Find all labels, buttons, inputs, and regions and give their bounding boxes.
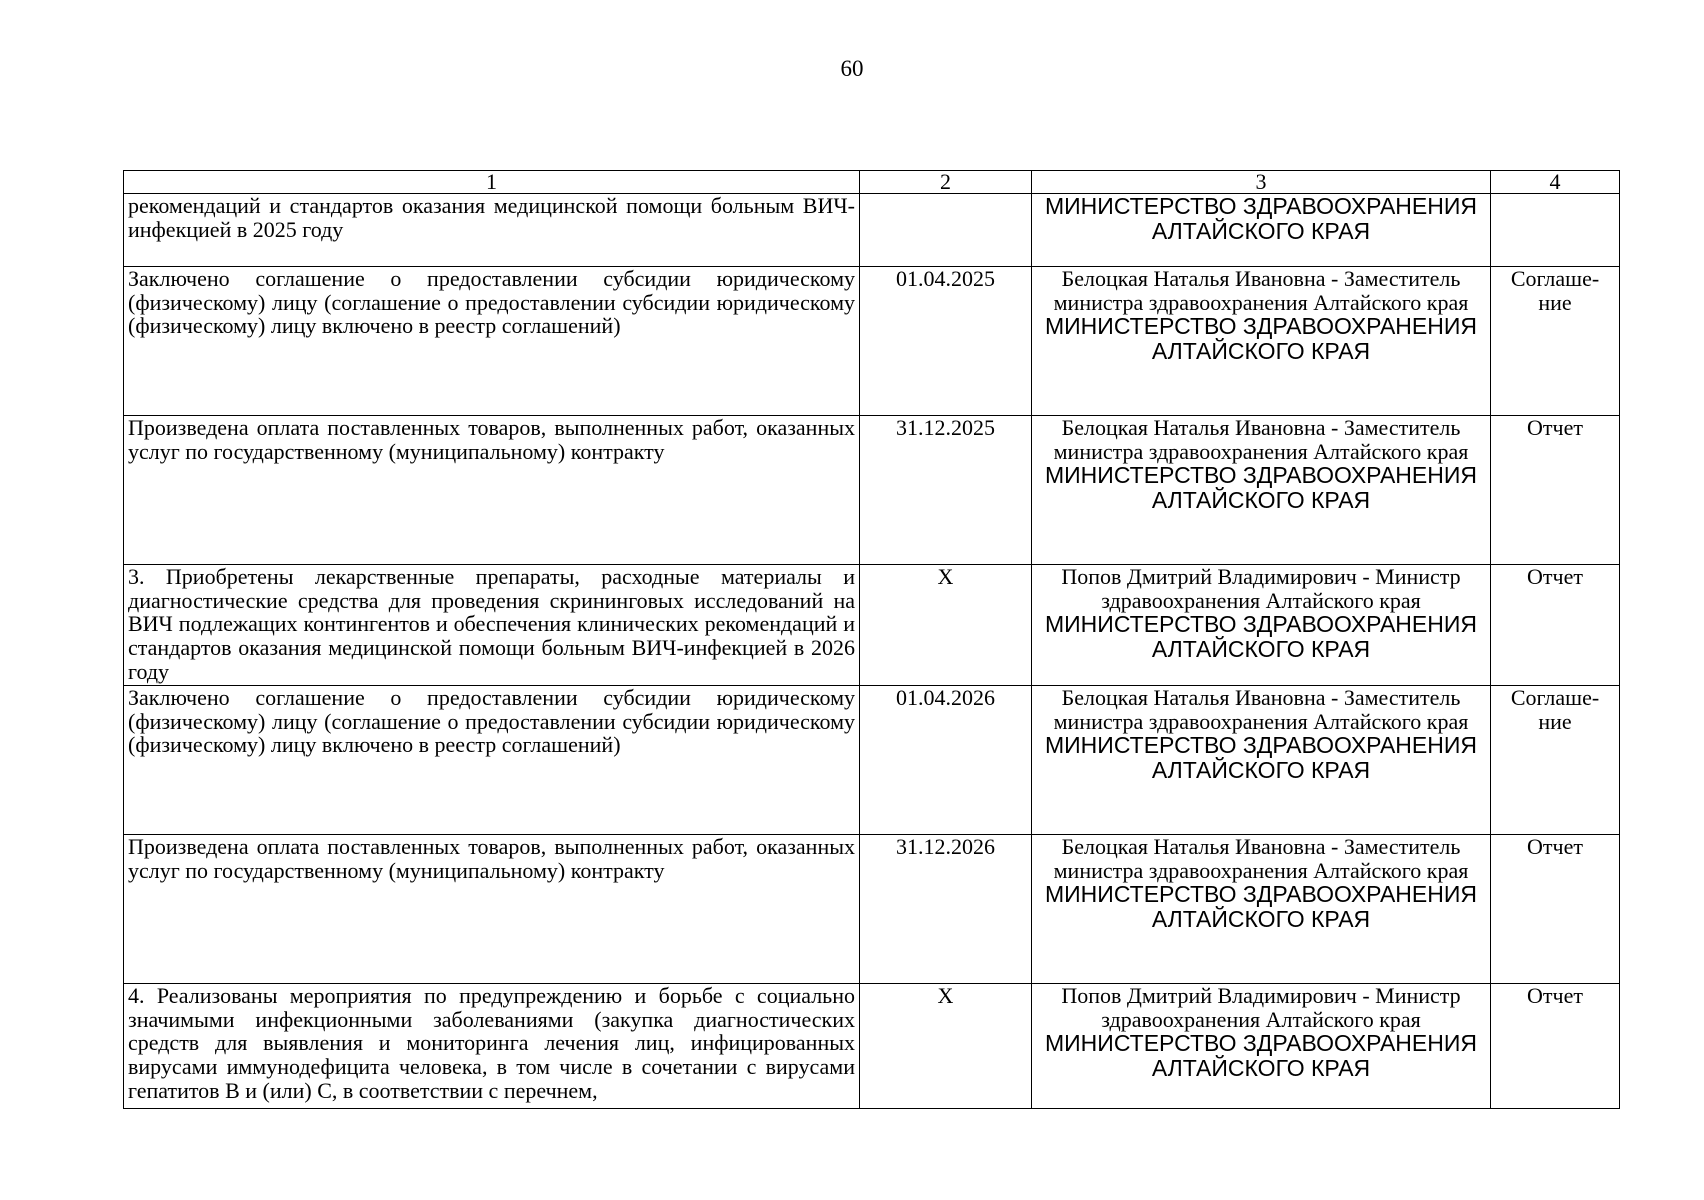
due-date: 01.04.2026 [860,686,1032,835]
responsible-cell [1032,984,1491,1109]
responsible-organization: МИНИСТЕРСТВО ЗДРАВООХРАНЕНИЯ АЛТАЙСКОГО КРАЯ [1044,1030,1478,1081]
event-description: 3. Приобретены лекарственные препараты, расходные материалы и диагностические средства для проведения скрининговых исследований на ВИЧ подлежащих контингентов и обеспечения клинических рекомендаций и стандартов оказания медицинской помощи больным ВИЧ-инфекцией в 2026 году [124,565,860,686]
table-row [124,267,1620,416]
page-number: 60 [840,56,864,81]
responsible-person: Белоцкая Наталья Ивановна - Заместитель министра здравоохранения Алтайского края [1053,266,1469,315]
column-header-4: 4 [1491,171,1620,194]
column-header-2: 2 [860,171,1032,194]
column-header-3: 3 [1032,171,1491,194]
due-date [860,194,1032,267]
due-date: 31.12.2026 [860,835,1032,984]
document-type: Отчет [1491,416,1620,565]
due-date: X [860,565,1032,686]
responsible-organization: МИНИСТЕРСТВО ЗДРАВООХРАНЕНИЯ АЛТАЙСКОГО КРАЯ [1044,193,1478,244]
measures-table [123,170,1620,1109]
table-header-row [124,171,1620,194]
event-description: Заключено соглашение о предоставлении субсидии юридическому (физическому) лицу (соглашение о предоставлении субсидии юридическому (физическому) лицу включено в реестр соглашений) [124,267,860,416]
document-type: Отчет [1491,835,1620,984]
table-row [124,686,1620,835]
document-type: Отчет [1491,984,1620,1109]
event-description: Заключено соглашение о предоставлении субсидии юридическому (физическому) лицу (соглашение о предоставлении субсидии юридическому (физическому) лицу включено в реестр соглашений) [124,686,860,835]
responsible-person: Белоцкая Наталья Ивановна - Заместитель министра здравоохранения Алтайского края [1053,415,1469,464]
due-date: X [860,984,1032,1109]
responsible-cell [1032,416,1491,565]
due-date: 31.12.2025 [860,416,1032,565]
event-description: 4. Реализованы мероприятия по предупреждению и борьбе с социально значимыми инфекционными заболеваниями (закупка диагностических средств для выявления и мониторинга лечения лиц, инфицированных вирусами иммунодефицита человека, в том числе в сочетании с вирусами гепатитов B и (или) C, в соответствии с перечнем, [124,984,860,1109]
document-type: Соглаше-ние [1491,686,1620,835]
responsible-person: Белоцкая Наталья Ивановна - Заместитель министра здравоохранения Алтайского края [1053,834,1469,883]
responsible-organization: МИНИСТЕРСТВО ЗДРАВООХРАНЕНИЯ АЛТАЙСКОГО КРАЯ [1044,611,1478,662]
responsible-cell [1032,194,1491,267]
document-type: Отчет [1491,565,1620,686]
responsible-person: Белоцкая Наталья Ивановна - Заместитель министра здравоохранения Алтайского края [1053,685,1469,734]
table-row [124,565,1620,686]
responsible-cell [1032,835,1491,984]
column-header-1: 1 [124,171,860,194]
responsible-person: Попов Дмитрий Владимирович - Министр здравоохранения Алтайского края [1061,564,1461,613]
table-row [124,416,1620,565]
table-row [124,194,1620,267]
responsible-organization: МИНИСТЕРСТВО ЗДРАВООХРАНЕНИЯ АЛТАЙСКОГО КРАЯ [1044,732,1478,783]
responsible-cell [1032,267,1491,416]
document-type [1491,194,1620,267]
event-description: Произведена оплата поставленных товаров, выполненных работ, оказанных услуг по государственному (муниципальному) контракту [124,416,860,565]
responsible-organization: МИНИСТЕРСТВО ЗДРАВООХРАНЕНИЯ АЛТАЙСКОГО КРАЯ [1044,881,1478,932]
responsible-cell [1032,686,1491,835]
event-description: Произведена оплата поставленных товаров, выполненных работ, оказанных услуг по государственному (муниципальному) контракту [124,835,860,984]
responsible-person: Попов Дмитрий Владимирович - Министр здравоохранения Алтайского края [1061,983,1461,1032]
due-date: 01.04.2025 [860,267,1032,416]
responsible-organization: МИНИСТЕРСТВО ЗДРАВООХРАНЕНИЯ АЛТАЙСКОГО КРАЯ [1044,313,1478,364]
responsible-cell [1032,565,1491,686]
document-type: Соглаше-ние [1491,267,1620,416]
table-row [124,984,1620,1109]
table-row [124,835,1620,984]
responsible-organization: МИНИСТЕРСТВО ЗДРАВООХРАНЕНИЯ АЛТАЙСКОГО КРАЯ [1044,462,1478,513]
event-description: рекомендаций и стандартов оказания медицинской помощи больным ВИЧ-инфекцией в 2025 году [124,194,860,267]
